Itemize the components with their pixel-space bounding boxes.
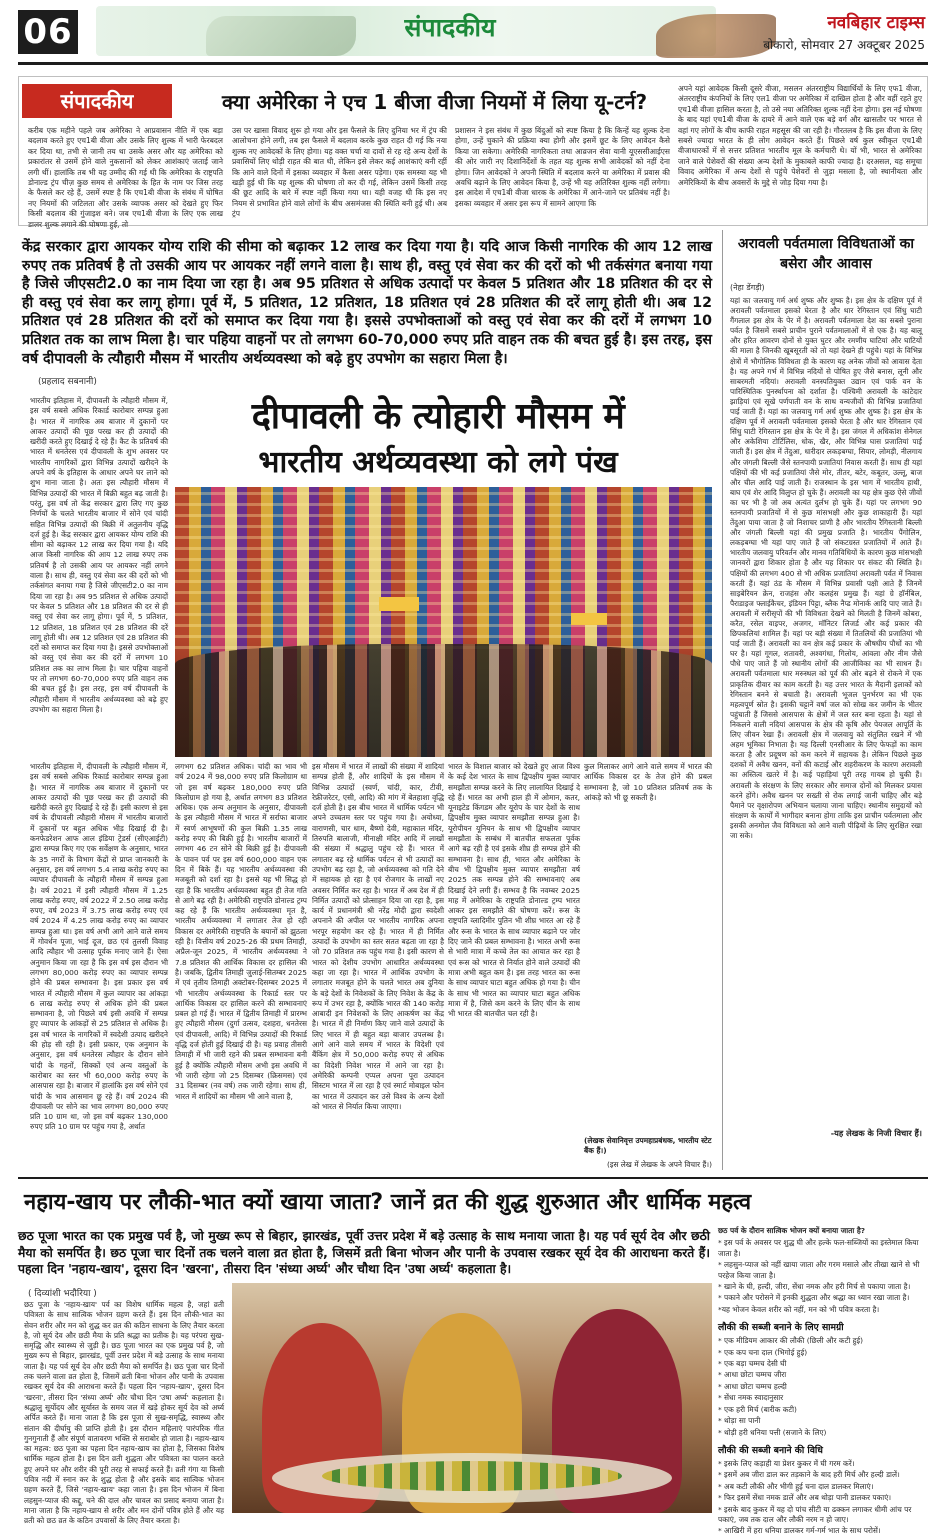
- shoppers-crowd: [175, 644, 712, 757]
- list-item: * इसके बाद कुकर में यह दो पांच सीटी या ढक्कन लगाकर धीमी आंच पर पकाएं, जब तक दाल और लौकी नरम न हो जाए।: [718, 1504, 912, 1524]
- sidebar-headline: अरावली पर्वतमाला विविधताओं का बसेरा और आवास: [737, 236, 915, 272]
- chhath-headline: नहाय-खाय पर लौकी-भात क्यों खाया जाता? जानें व्रत की शुद्ध शुरुआत और धार्मिक महत्व: [24, 1190, 752, 1215]
- editorial-column-1: करीब एक महीने पहले जब अमेरिका ने आप्रवासन नीति में एक बड़ा बदलाव करते हुए एच1बी वीजा और उसके लिए शुल्क में भारी फेरबदल कर दिया था, तभी से जानी तय था उसके असर और यह अमेरिका को प्रकारांतर से उसमें होने वाले नुकसानों को लेकर आशंकाएं जताई जाने लगी थीं। हालांकि तब भी यह उम्मीद की गई थी कि अमेरिका के राष्ट्रपति डोनाल्ड ट्रंप चीज़ कुछ समय से अमेरिका के हित के नाम पर जिस तरह के फैसले कर रहे हैं, उसमें स्पष्ट है कि एच1बी वीजा के संबंध में घोषित नए नियमों की जटिलता और उसके व्यापक असर को देखते हुए फिर किसी बदलाव की गुंजाइश बने। जब एच1बी वीजा के लिए एक लाख डालर शुल्क लगाने की घोषणा हुई, तो: [28, 126, 223, 229]
- list-item: * एक मीडियम आकार की लौकी (छिली और कटी हुई): [718, 1336, 864, 1346]
- masthead: [0, 0, 945, 60]
- method-title: लौकी की सब्जी बनाने की विधि: [718, 1444, 823, 1456]
- editorial-tag: संपादकीय: [22, 84, 172, 118]
- list-item: * इस पर्व के अवसर पर शुद्ध घी और हल्के फल-सब्जियों का इस्तेमाल किया जाता है।: [718, 1238, 919, 1258]
- list-item: * आधा छोटा चम्मच हल्दी: [718, 1381, 787, 1391]
- page-number: 06: [18, 10, 78, 54]
- chhath-intro: छठ पूजा भारत का एक प्रमुख पर्व है, जो मुख्य रूप से बिहार, झारखंड, पूर्वी उत्तर प्रदेश में बड़े उत्साह के साथ मनाया जाता है। यह पर्व सूर्य देव और छठी मैया को समर्पित है। छठ पूजा चार दिनों तक चलने वाला व्रत होता है, जिसमें व्रती बिना भोजन और पानी के उपवास रखकर सूर्य देव की आराधना करते हैं। पहला दिन 'नहाय-खाय', दूसरा दिन 'खरना', तीसरा दिन 'संध्या अर्घ्य' और चौथा दिन 'उषा अर्घ्य' कहलाता है।: [18, 1229, 710, 1277]
- lead-headline-line-2: भारतीय अर्थव्यवस्था को लगे पंख: [258, 445, 618, 480]
- lead-column-4: भारत के विशाल बाजार को देखते हुए आज विश्व के कई देश भारत के साथ द्विपक्षीय मुक्त व्यापार समझौता सम्पन्न करने के लिए लालायित दिखाई दे रहे हैं। भारत का अभी हाल ही में ओमान, कतर, यूनाइटेड किंगडम और यूरोप के चार देशों के साथ द्विपक्षीय मुक्त व्यापार समझौता सम्पन्न हुआ है। यूरोपीयन यूनियन के साथ भी द्विपक्षीय व्यापार समझौता के सम्बंध में बातचीत सफलता पूर्वक आगे बढ़ रही है एवं इसके शीघ्र ही सम्पन्न होने की सम्भावना है। साथ ही, भारत और अमेरिका के बीच भी द्विपक्षीय मुक्त व्यापार समझौता वर्ष 2025 तक सम्पन्न होने की सम्भावनाएं अब दिखाई देने लगी हैं। सम्भव है कि नवम्बर 2025 माह में अमेरिका के राष्ट्रपति डोनाल्ड ट्रम्प भारत आकर इस समझौते की घोषणा करें। रूस के राष्ट्रपति व्लादिमीर पुतिन भी शीघ्र भारत आ रहे हैं और रूस के भारत के साथ व्यापार बढ़ाने पर जोर दिए जाने की प्रबल सम्भावना है। भारत अभी रूस से भारी मात्रा में कच्चे तेल का आयात कर रहा है एवं रूस को भारत से निर्यात होने वाले उत्पादों की मात्रा अभी बहुत कम है। इस तरह भारत का रूस के साथ व्यापार घाटा बहुत अधिक हो गया है। चीन के साथ भी भारत का व्यापार घाटा बहुत अधिक मात्रा में है, जिसे कम करने के लिए चीन के साथ भी भारत की बातचीत चल रही है।: [448, 762, 581, 1019]
- editorial-column-4: अपने यहां आवेदक किसी दूसरे वीजा, मसलन अंतरराष्ट्रीय विद्यार्थियों के लिए एफ1 वीजा, अंतरराष्ट्रीय कंपनियों के लिए एल1 वीजा पर अमेरिका में दाखिल होता है और वहीं रहते हुए एच1बी वीजा हासिल करता है, तो उसे नया अतिरिक्त शुल्क नहीं देना होगा। इस नई घोषणा के बाद यहां एच1बी वीजा के दायरे में आने वाले एक बड़े वर्ग और खासतौर पर भारत से वहां गए लोगों के बीच काफी राहत महसूस की जा रही है। गौरतलब है कि इस वीजा के लिए सबसे ज्यादा भारत के ही लोग आवेदन करते हैं। पिछले वर्ष कुल स्वीकृत एच1बी वीजाधारकों में से सत्तर प्रतिशत भारतीय मूल के कर्मचारी थे। यों भी, भारत से अमेरिका जाने वाले पेशेवरों की संख्या अन्य देशों के मुकाबले काफी ज्यादा है। दरअसल, यह समूचा विवाद अमेरिका में अन्य देशों से पहुंचे पेशेवरों से जुड़ा मसला है, जो स्थानीयता और अमेरिकियों के बीच अवसरों के मुद्दे से जोड़ दिया गया है।: [678, 84, 922, 187]
- lead-column-5: कुल मिलाकर आगे आने वाले समय में भारत की आर्थिक विकास दर के तेज होने की प्रबल सम्भावना है, जो 10 प्रतिशत प्रतिवर्ष तक के आंकड़े को भी छू सकती है।: [584, 762, 712, 802]
- landscape-illustration-icon: [206, 16, 356, 56]
- list-item: * पकाने और परोसने में इनकी शुद्धता और श्रद्धा का ध्यान रखा जाता है।: [718, 1293, 910, 1303]
- ingredients-list: [718, 1336, 930, 1438]
- list-item: *यह भोजन केवल शरीर को नहीं, मन को भी पवित्र करता है।: [718, 1304, 880, 1314]
- list-item: * लहसुन-प्याज को नहीं खाया जाता और गरम मसाले और तीखा खाने से भी परहेज किया जाता है।: [718, 1260, 920, 1280]
- lead-column-1b: भारतीय इतिहास में, दीपावली के त्यौहारी मौसम में, इस वर्ष सबसे अधिक रिकार्ड कारोबार सम्पन्न हुआ है। भारत में नागरिक अब बाजार में दुकानों पर आकर उत्पादों की पूछ परख कर ही उत्पादों की खरीदी करते हुए दिखाई दे रहे हैं। इसी कारण से इस वर्ष के दीपावली त्यौहारी मौसम में भारतीय बाजारों में दुकानों पर बहुत अधिक भीड़ दिखाई दी है। कनफेडरेशन आफ आल इंडिया ट्रेडर्स (सीएआईटी) द्वारा सम्पन्न किए गए एक सर्वेक्षण के अनुसार, भारत के 35 नगरों के विभाग केंद्रों से प्राप्त जानकारी के अनुसार, इस वर्ष लगभग 5.4 लाख करोड़ रुपए का व्यापार दीपावली के त्यौहारी मौसम में सम्पन्न हुआ है। वर्ष 2021 में इसी त्यौहारी मौसम में 1.25 लाख करोड़ रुपए, वर्ष 2022 में 2.50 लाख करोड़ रुपए, वर्ष 2023 में 3.75 लाख करोड़ रुपए एवं वर्ष 2024 में 4.25 लाख करोड़ रुपए का व्यापार सम्पन्न हुआ था। इस वर्ष अभी आगे आने वाले समय में गोवर्धन पूजा, भाई दूज, छठ एवं तुलसी विवाह आदि त्यौहार भी उत्साह पूर्वक मनाए जाने हैं। ऐसा अनुमान किया जा रहा है कि इस वर्ष इस दौरान भी लगभग 80,000 करोड़ रुपए का व्यापार सम्पन्न होने की प्रबल सम्भावना है। इस प्रकार इस वर्ष भारत में त्यौहारी मौसम में कुल व्यापार का आंकड़ा 6 लाख करोड़ रुपए से अधिक होने की प्रबल सम्भावना है, जो पिछले वर्ष इसी अवधि में सम्पन्न हुए व्यापार के आंकड़ों से 25 प्रतिशत से अधिक है। इस वर्ष भारत के नागरिकों में स्वदेशी उत्पाद खरीदने की होड़ सी रही है। इसी प्रकार, एक अनुमान के अनुसार, इस वर्ष धनतेरस त्यौहार के दौरान सोने चांदी के गहनों, सिक्कों एवं अन्य वस्तुओं के कारोबार का स्तर भी 60,000 करोड़ रुपए के आसपास रहा है। बाजार में हालांकि इस वर्ष सोने एवं चांदी के भाव आसमान छू रहे हैं। वर्ष 2024 की दीपावली पर सोने का भाव लगभग 80,000 रुपए प्रति 10 ग्राम था, जो इस वर्ष बढ़कर 130,000 रुपए प्रति 10 ग्राम पर पहुंच गया है, अर्थात: [30, 762, 168, 1132]
- editorial-column-3: प्रशासन ने इस संबंध में कुछ बिंदुओं को स्पष्ट किया है कि किन्हें यह शुल्क देना होगा, उन्हें चुकाने की प्रक्रिया क्या होगी और इसमें छूट के लिए आवेदन कैसे किया जा सकेगा। अमेरिकी नागरिकता तथा आव्रजन सेवा यानी यूएससीआईएस की ओर जारी नए दिशानिर्देशों के तहत यह शुल्क सभी आवेदकों को नहीं देना होगा। जिन आवेदकों ने अपनी स्थिति में बदलाव करने या अमेरिका में प्रवास की अवधि बढ़ाने के लिए आवेदन किया है, उन्हें भी यह अतिरिक्त शुल्क नहीं लगेगा। इस आदेश में एच1बी वीजा धारक के अमेरिका में आने-जाने पर प्रतिबंध नहीं है। इसका व्यवहार में असर इस रूप में सामने आएगा कि: [455, 126, 670, 208]
- author-note: (लेखक सेवानिवृत्त उपमहाप्रबंधक, भारतीय स्टेट बैंक हैं।): [584, 1136, 712, 1156]
- list-item: * इसमें अब जीरा डाल कर तड़काने के बाद हरी मिर्च और हल्दी डालें।: [718, 1470, 900, 1480]
- list-item: * थोड़ा सा पानी: [718, 1416, 761, 1426]
- list-item: * अब कटी लौकी और भीगी हुई चना दाल डालकर मिलाएं।: [718, 1481, 874, 1491]
- prasad-food: [322, 1461, 622, 1491]
- list-item: * फिर इसमें सेंधा नमक डालें और अब थोड़ा पानी डालकर पकाएं।: [718, 1493, 892, 1503]
- chhath-byline: ( दिव्यांशी भदौरिया ): [28, 1289, 97, 1299]
- lead-column-3: इस मौसम में भारत में लाखों की संख्या में शादियां सम्पन्न होती हैं, और शादियों के इस मौसम में विभिन्न उत्पादों (स्वर्ण, चांदी, कार, टीवी, रेफ्रीजरेटर, एसी, आदि) की मांग में बेतहाशा वृद्धि दर्ज होती है। इस बीच भारत में धार्मिक पर्यटन भी अपने उच्चतम स्तर पर पहुंच गया है। अयोध्या, वाराणसी, चार धाम, बैष्णो देवी, महाकाल मंदिर, तिरुपति बालाजी, मीनाक्षी मंदिर आदि में लाखों की संख्या में श्रद्धालु पहुंच रहे हैं। भारत में लगातार बढ़ रहे धार्मिक पर्यटन से भी उत्पादों का उपभोग बढ़ रहा है, जो अर्थव्यवस्था को गति देने में सहायक हो रहा है एवं रोजगार के लाखों नए अवसर निर्मित कर रहा है। भारत में अब देश में ही निर्मित उत्पादों को प्रोत्साहन दिया जा रहा है, इस कार्य में प्रधानमंत्री श्री नरेंद्र मोदी द्वारा स्वदेशी अपनाने की अपील पर भारतीय नागरिक अपना भरपूर सहयोग कर रहे हैं। भारत में ही निर्मित उत्पादों के उपभोग का स्तर सतत बढ़ता जा रहा है जो 70 प्रतिशत तक पहुंच गया है। इसी कारण से भारत को देशीय उपभोग आधारित अर्थव्यवस्था कहा जा रहा है। भारत में आर्थिक उपभोग के लगातार मजबूत होने के चलते भारत अब दुनिया के बड़े देशों के निवेशकों के लिए निवेश के केंद्र के रूप में उभर रहा है, क्योंकि भारत की 140 करोड़ आबादी इन निवेशकों के लिए आकर्षण का केंद्र है। भारत में ही निर्माण किए जाने वाले उत्पादों के लिए भारत में ही बहुत बड़ा बाजार उपलब्ध है। आगे आने वाले समय में भारत के विदेशी एवं बैंकिंग क्षेत्र में 50,000 करोड़ रुपए से अधिक का विदेशी निवेश भारत में आने जा रहा है। अमेरिकी कम्पनी एप्पल अपना पूरा उत्पादन सिस्टम भारत में ला रहा है एवं स्मार्ट मोबाइल फोन का भारत में उत्पादन कर उसे विश्व के अन्य देशों को भारत से निर्यात किया जाएगा।: [312, 762, 444, 1111]
- list-item: * एक हरी मिर्च (बारीक कटी): [718, 1404, 797, 1414]
- method-list: [718, 1459, 930, 1537]
- figure-illustration-icon: [656, 14, 776, 58]
- newspaper-brand: नवबिहार टाइम्स: [827, 13, 925, 33]
- header-rule: [18, 62, 928, 65]
- lead-headline-line-1: दीपावली के त्योहारी मौसम में: [251, 396, 625, 437]
- editorial-column-2: उस पर खासा विवाद शुरू हो गया और इस फैसले के लिए दुनिया भर में ट्रंप की आलोचना होने लगी, तब इस फैसले में बदलाव करके कुछ राहत दी गई कि नया शुल्क नए आवेदकों के लिए होगा। यह वक्त चर्चा या दावों से रह रहे अन्य देशों के प्रवासियों लिए थोड़ी राहत की बात थी, लेकिन इसे लेकर कई आशंकाएं बनी रहीं कि आने वाले दिनों में इसका व्यवहार में कैसा असर पड़ेगा। एक समस्या यह भी खड़ी हुई थी कि यह शुल्क की घोषणा तो कर दी गई, लेकिन उसमें किसी तरह की छूट आदि के बारे में स्पष्ट नहीं किया गया था। यही वजह थी कि इस नए नियम से प्रभावित होने वाले लोगों के बीच असमंजस की स्थिति बनी हुई थी। अब ट्रंप: [232, 126, 447, 219]
- sidebar-question: छठ पर्व के दौरान सात्विक भोजन क्यों बनाया जाता है?: [718, 1226, 866, 1235]
- women-preparing-prasad-photo: [232, 1283, 712, 1513]
- sidebar-body: यहां का जलवायु गर्म अर्ध शुष्क और शुष्क है। इस क्षेत्र के दक्षिण पूर्व में अरावली पर्वतमाला इसको घेरता है और थार रेगिस्तान एवं सिंधु घाटी गैंगलाल इस क्षेत्र के पेर में है। अरावली पर्वतमाला देश का सबसे पुराना पर्वत है जिसमें सबसे प्राचीन पुराने पर्वतमालाओं में से एक है। यह बालू और हरित आवरण दोनों से युक्त घुटर और रमणीय घाटियां और घाटियों की माला है जिनकी खूबसूरती को तो यहां देखने ही पहुंचे। यहां के विभिन्न क्षेत्रों में भौगोलिक विविधता ही के कारण यह अनेक जीवों को आवास देता है। यह अपने गर्भ में विभिन्न नदियों से पोषित हुए जैसे बनास, लूनी और साबरमती नदियां। अरावली वनस्पतियुक्त उद्यान एवं पार्क वन के पारिस्थितिक पुनर्स्थापना को दर्शाता है। पश्चिमी अरावली के कांटेदार झाड़ियां एवं सूखे पर्णपाती वन के साथ वन्यजीवों की विभिन्न प्रजातियां पाई जाती हैं। यहां का जलवायु गर्म अर्ध शुष्क और शुष्क है। इस क्षेत्र के दक्षिण पूर्व में अरावली पर्वतमाला इसको घेरता है और थार रेगिस्तान एवं सिंधु घाटी रेगिस्तान इस क्षेत्र के पेर में है। इस जंगल में अधिकांश सेनेगल और अकेशिया टोर्टिलिस, धोक, खैर, और विभिन्न घास प्रजातियां पाई जाती हैं। इस क्षेत्र में तेंदुआ, धारीदार लकड़बग्घा, सियार, लोमड़ी, नीलगाय और जंगली बिल्ली जैसे स्तनपायी प्रजातियां निवास करती हैं। साथ ही यहां पक्षियों की भी कई प्रजातियां जैसे मोर, तीतर, बटेर, कबूतर, उल्लू, बाज और चील आदि पाई जाती हैं। राजस्थान के इस भाग में भारतीय हाथी, बाघ एवं शेर आदि विलुप्त हो चुके हैं। अरावली का यह क्षेत्र कुछ ऐसे जीवों का घर भी है जो अब अत्यंत दुर्लभ हो चुके हैं। यहां पर लगभग 90 स्तनपायी प्रजातियों में से कुछ मांसभक्षी और कुछ शाकाहारी हैं। यहां तेंदुआ पाया जाता है जो निशाचर प्राणी है और भारतीय रैगिस्तानी बिल्ली और जंगली बिल्ली यहां की प्रमुख प्रजाति है। भारतीय पैंगोलिन, लकड़बग्घा भी यहां पाए जाते हैं जो संकटग्रस्त प्रजातियों में आते हैं। भारतीय जलवायु परिवर्तन और मानव गतिविधियों के कारण कुछ मांसभक्षी जानवरों द्वारा शिकार होता है और यह शिकार पर संकट की स्थिति है। पक्षियों की लगभग 400 से भी अधिक प्रजातियां अरावली पर्वत में निवास करती हैं। यहां ठंड के मौसम में विभिन्न प्रवासी पक्षी आते हैं जिनमें साइबेरियन क्रेन, राजहंस और कलहंस प्रमुख हैं। यहां ग्रे हॉर्नबिल, पैराडाइज फ्लाईकैचर, इंडियन पिट्टा, ब्लैक नैप्ड मोनार्क आदि पाए जाते हैं। अरावली में सरीसृपों की भी विविधता देखने को मिलती है जिनमें कोबरा, करैत, रसेल वाइपर, अजगर, मॉनिटर लिजर्ड और कई प्रकार की छिपकलियां शामिल हैं। यहां पर बड़ी संख्या में तितलियों की प्रजातियां भी पाई जाती हैं। अरावली का वन क्षेत्र कई प्रकार के औषधीय पौधों का भी घर है। यहां गूगल, शतावरी, अश्वगंधा, गिलोय, आंवला और नीम जैसे पौधे पाए जाते हैं जो स्थानीय लोगों की आजीविका का भी साधन हैं। अरावली पर्वतमाला थार मरुस्थल को पूर्व की ओर बढ़ने से रोकने में एक प्राकृतिक दीवार का काम करती है। यह उत्तर भारत के मैदानी इलाकों को रेगिस्तान बनने से बचाती है। अरावली भूजल पुनर्भरण का भी एक महत्वपूर्ण स्रोत है। इसकी चट्टानें वर्षा जल को सोख कर जमीन के भीतर पहुंचाती हैं जिससे आसपास के क्षेत्रों में जल स्तर बना रहता है। यहां से निकलने वाली नदियां आसपास के क्षेत्र की कृषि और पेयजल आपूर्ति के लिए जीवन रेखा हैं। अरावली क्षेत्र में जलवायु को संतुलित रखने में भी अहम भूमिका निभाता है। यह दिल्ली एनसीआर के लिए फेफड़ों का काम करता है और प्रदूषण को कम करने में सहायक है। लेकिन पिछले कुछ दशकों में अवैध खनन, वनों की कटाई और शहरीकरण के कारण अरावली का अस्तित्व खतरे में है। कई पहाड़ियां पूरी तरह गायब हो चुकी हैं। अरावली के संरक्षण के लिए सरकार और समाज दोनों को मिलकर प्रयास करने होंगे। अवैध खनन पर सख्ती से रोक लगाई जानी चाहिए और बड़े पैमाने पर वृक्षारोपण अभियान चलाया जाना चाहिए। स्थानीय समुदायों को संरक्षण के कार्यों में भागीदार बनाना होगा ताकि इस प्राचीन पर्वतमाला और इसकी अनमोल जैव विविधता को आने वाली पीढ़ियों के लिए सुरक्षित रखा जा सके।: [730, 296, 922, 840]
- list-item: * इसके लिए कड़ाही या प्रेशर कुकर में घी गरम करें।: [718, 1458, 855, 1468]
- satvik-points-list: [718, 1238, 930, 1315]
- list-item: * एक बड़ा चम्मच देसी घी: [718, 1359, 787, 1369]
- list-item: * थोड़ी हरी धनिया पत्ती (सजाने के लिए): [718, 1427, 827, 1437]
- lead-column-2: लगभग 62 प्रतिशत अधिक। चांदी का भाव भी वर्ष 2024 में 98,000 रुपए प्रति किलोग्राम था जो इस वर्ष बढ़कर 180,000 रुपए प्रति किलोग्राम हो गया है, अर्थात लगभग 83 प्रतिशत अधिक। एक अन्य अनुमान के अनुसार, दीपावली के इस त्यौहारी मौसम में भारत में सर्राफा बाजार में स्वर्ण आभूषणों की कुल बिक्री 1.35 लाख करोड़ रुपए की बिक्री हुई है। भारतीय बाजारों में लगभग 46 टन सोने की बिक्री हुई है। दीपावली के पावन पर्व पर इस वर्ष 600,000 वाहन एक दिन में बिके हैं। यह भारतीय अर्थव्यवस्था की मजबूती को दर्शा रहा है। इससे यह भी सिद्ध हो रहा है कि भारतीय अर्थव्यवस्था बहुत ही तेज गति से आगे बढ़ रही है। अमेरिकी राष्ट्रपति डोनाल्ड ट्रम्प कह रहे हैं कि भारतीय अर्थव्यवस्था मृत है, भारतीय अर्थव्यवस्था में लगातार तेज हो रही विकास दर अमेरिकी राष्ट्रपति के बयानों को झुठला रही है। वित्तीय वर्ष 2025-26 की प्रथम तिमाही, अप्रैल-जून 2025, में भारतीय अर्थव्यवस्था ने 7.8 प्रतिशत की आर्थिक विकास दर हासिल की है। जबकि, द्वितीय तिमाही जुलाई-सितम्बर 2025 में एवं तृतीय तिमाही अक्टोबर-दिसम्बर 2025 में भी भारतीय अर्थव्यवस्था के रिकार्ड स्तर पर आर्थिक विकास दर हासिल करने की सम्भावनाएं प्रबल हो गई हैं। भारत में द्वितीय तिमाही में प्रारम्भ हुए त्यौहारी मौसम (दुर्गा उत्सव, दशहरा, धनतेरस एवं दीपावली, आदि) में विभिन्न उत्पादों की रिकार्ड वृद्धि दर्ज होती हुई दिखाई दी है। यह प्रवाह तीसरी तिमाही में भी जारी रहने की प्रबल सम्भावना बनी हुई है क्योंकि त्यौहारी मौसम अभी इस अवधि में भी जारी रहेगा जो 25 दिसम्बर (क्रिसमस) एवं 31 दिसम्बर (नव वर्ष) तक जारी रहेगा। साथ ही, भारत में शादियों का मौसम भी आने वाला है,: [175, 762, 307, 1101]
- list-item: * एक कप चना दाल (भिगोई हुई): [718, 1347, 808, 1357]
- sidebar-disclaimer: -यह लेखक के निजी विचार हैं।: [830, 1128, 922, 1138]
- lead-intro: केंद्र सरकार द्वारा आयकर योग्य राशि की सीमा को बढ़ाकर 12 लाख कर दिया गया है। यदि आज किसी नागरिक की आय 12 लाख रुपए तक प्रतिवर्ष है तो उसकी आय पर आयकर नहीं लगने वाला है। साथ ही, वस्तु एवं सेवा कर की दरों को भी तर्कसंगत बनाया गया है जिसे जीएसटी2.0 का नाम दिया जा रहा है। अब 95 प्रतिशत से अधिक उत्पादों पर केवल 5 प्रतिशत और 18 प्रतिशत की दर से ही वस्तु एवं सेवा कर लागू होगा। पूर्व में, 5 प्रतिशत, 12 प्रतिशत, 18 प्रतिशत एवं 28 प्रतिशत की दरें लागू होती थी। अब 12 प्रतिशत एवं 28 प्रतिशत की दरों को समाप्त कर दिया गया है। इससे उपभोक्ताओं को वस्तु एवं सेवा कर की दरों में लगभग 10 प्रतिशत तक का लाभ मिला है। चार पहिया वाहनों पर तो लगभग 60-70,000 रुपए प्रति वाहन तक की बचत हुई है। इस तरह, इस वर्ष दीपावली के त्यौहारी मौसम में भारतीय अर्थव्यवस्था को बढ़े हुए उपभोग का सहारा मिला है।: [22, 239, 712, 367]
- list-item: * आखिरी में हरा धनिया डालकर गर्म-गर्म भात के साथ परोसें।: [718, 1526, 881, 1536]
- section-divider: [18, 1177, 928, 1179]
- section-title: संपादकीय: [404, 13, 496, 42]
- market-crowd-photo: [175, 487, 712, 757]
- list-item: * खाने के घी, हल्दी, जीरा, सेंधा नमक और हरी मिर्च से पकाया जाता है।: [718, 1282, 911, 1292]
- lead-column-1: भारतीय इतिहास में, दीपावली के त्यौहारी मौसम में, इस वर्ष सबसे अधिक रिकार्ड कारोबार सम्पन्न हुआ है। भारत में नागरिक अब बाजार में दुकानों पर आकर उत्पादों की पूछ परख कर ही उत्पादों की खरीदी करते हुए दिखाई दे रहे हैं। कैट के प्रतिवर्ष की भारत में धनतेरस एवं दीपावली के शुभ अवसर पर भारतीय नागरिकों द्वारा विभिन्न उत्पादों खरीदने के अपने वर्ष के इतिहास के आधार अपने घर लाने को शुभ माना जाता है। अतः इस त्यौहारी मौसम में विभिन्न उत्पादों की भारत में बिक्री बहुत बढ़ जाती है। परंतु, इस वर्ष तो केंद्र सरकार द्वारा लिए गए कुछ निर्णयों के चलते भारतीय बाजार में सोने एवं चांदी सहित विभिन्न उत्पादों की बिक्री में अतुलनीय वृद्धि दर्ज हुई है। केंद्र सरकार द्वारा आयकर योग्य राशि की सीमा को बढ़ाकर 12 लाख कर दिया गया है। यदि आज किसी नागरिक की आय 12 लाख रुपए तक प्रतिवर्ष है तो उसकी आय पर आयकर नहीं लगने वाला है। साथ ही, वस्तु एवं सेवा कर की दरों को भी तर्कसंगत बनाया गया है जिसे जीएसटी2.0 का नाम दिया जा रहा है। अब 95 प्रतिशत से अधिक उत्पादों पर केवल 5 प्रतिशत और 18 प्रतिशत की दर से ही वस्तु एवं सेवा कर लागू होगा। पूर्व में, 5 प्रतिशत, 12 प्रतिशत, 18 प्रतिशत एवं 28 प्रतिशत की दरें लागू होती थी। अब 12 प्रतिशत एवं 28 प्रतिशत की दरों को समाप्त कर दिया गया है। इससे उपभोक्ताओं को वस्तु एवं सेवा कर की दरों में लगभग 10 प्रतिशत तक का लाभ मिला है। चार पहिया वाहनों पर तो लगभग 60-70,000 रुपए प्रति वाहन तक की बचत हुई है। इस तरह, इस वर्ष दीपावली के त्यौहारी मौसम में भारतीय अर्थव्यवस्था को बढ़े हुए उपभोग का सहारा मिला है।: [30, 396, 168, 714]
- hanging-lights-decoration: [175, 487, 712, 649]
- sidebar-byline: (नेहा डेंगड़ी): [730, 283, 765, 292]
- chhath-sidebar: [718, 1226, 930, 1538]
- chhath-body: छठ पूजा के 'नहाय-खाय' पर्व का विशेष धार्मिक महत्व है, जहां व्रती पवित्रता के साथ सात्विक भोजन ग्रहण करते हैं। इस दिन लौकी-भात का सेवन शरीर और मन को शुद्ध कर व्रत की कठिन साधना के लिए तैयार करता है, जो सूर्य देव और छठी मैया के प्रति श्रद्धा का प्रतीक है। यह परंपरा सुख-समृद्धि और स्वास्थ्य से जुड़ी है। छठ पूजा भारत का एक प्रमुख पर्व है, जो मुख्य रूप से बिहार, झारखंड, पूर्वी उत्तर प्रदेश में बड़े उत्साह के साथ मनाया जाता है। यह पर्व सूर्य देव और छठी मैया को समर्पित है। छठ पूजा चार दिनों तक चलने वाला व्रत होता है, जिसमें व्रती बिना भोजन और पानी के उपवास रखकर सूर्य देव की आराधना करते हैं। पहला दिन 'नहाय-खाय', दूसरा दिन 'खरना', तीसरा दिन 'संध्या अर्घ्य' और चौथा दिन 'उषा अर्घ्य' कहलाता है। श्रद्धालु सूर्योदय और सूर्यास्त के समय जल में खड़े होकर सूर्य देव को अर्घ्य अर्पित करते हैं। माना जाता है कि इस पूजा से सुख-समृद्धि, स्वास्थ्य और संतान की दीर्घायु की प्राप्ति होती है। इस दौरान महिलाएं पारंपरिक गीत गुनगुनाती हैं और संपूर्ण वातावरण भक्ति से सराबोर हो जाता है। नहाय-खाय का महत्व: छठ पूजा का पहला दिन नहाय-खाय का होता है, जिसका विशेष धार्मिक महत्व होता है। इस दिन व्रती शुद्धता और पवित्रता का पालन करते हुए अपने घर और शरीर की पूरी तरह से सफाई करते हैं। व्रती गंगा या किसी पवित्र नदी में स्नान कर के शुद्ध होता है और इसके बाद सात्विक भोजन ग्रहण करते हैं, जिसे 'नहाय-खाय' कहा जाता है। इस दिन भोजन में बिना लहसुन-प्याज की कद्दू, चने की दाल और चावल का प्रसाद बनाया जाता है। माना जाता है कि नहाय-खाय से शरीर और मन दोनों पवित्र होते हैं और यह व्रती को छठ व्रत के कठिन उपवासों के लिए तैयार करता है।: [24, 1300, 224, 1526]
- list-item: * सेंधा नमक स्वादानुसार: [718, 1393, 784, 1403]
- lead-byline: (प्रहलाद सबनानी): [38, 377, 97, 387]
- editorial-headline: क्या अमेरिका ने एच 1 बीजा वीजा नियमों में लिया यू-टर्न?: [222, 90, 648, 114]
- issue-date: बोकारो, सोमवार 27 अक्टूबर 2025: [763, 38, 925, 52]
- list-item: * आधा छोटा चम्मच जीरा: [718, 1370, 787, 1380]
- shop-signboard: [571, 613, 607, 625]
- shop-signboard: [379, 597, 419, 611]
- ingredients-title: लौकी की सब्जी बनाने के लिए सामग्री: [718, 1322, 844, 1334]
- disclaimer-note: (इस लेख में लेखक के अपने विचार हैं।): [606, 1160, 712, 1169]
